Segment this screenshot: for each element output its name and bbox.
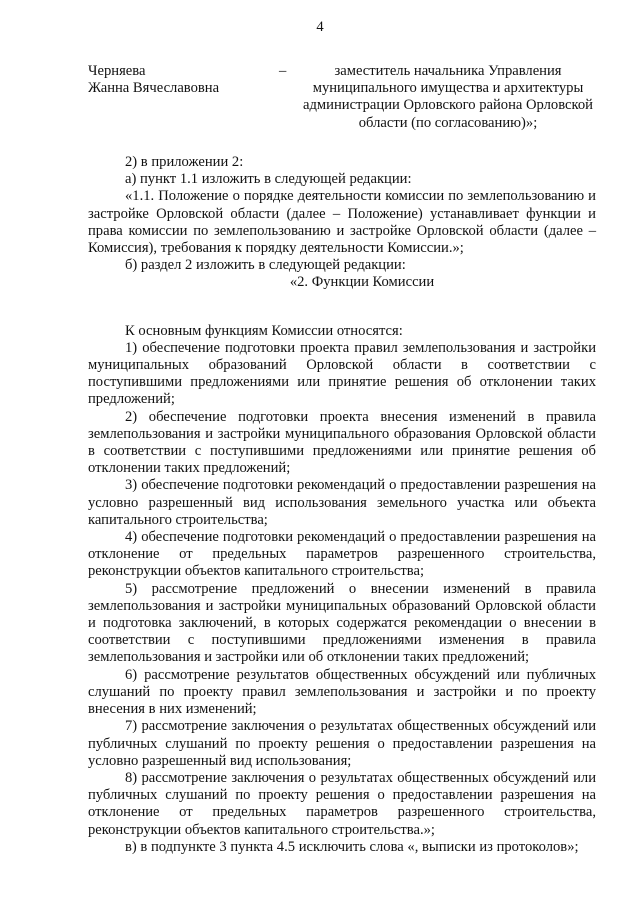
paragraph-appendix-2: 2) в приложении 2: xyxy=(125,154,244,170)
page-number: 4 xyxy=(316,19,324,35)
signatory-role-line: муниципального имущества и архитектуры xyxy=(312,80,584,97)
functions-intro: К основным функциям Комиссии относятся: xyxy=(125,322,403,339)
signatory-role-line: администрации Орловского района Орловской xyxy=(303,97,593,114)
signatory-name xyxy=(88,63,268,97)
signatory-role-line: заместитель начальника Управления xyxy=(334,63,562,79)
section-heading: «2. Функции Комиссии xyxy=(289,274,435,291)
function-item-4: 4) обеспечение подготовки рекомендаций о предоставлении разрешения на отклонение от предельных параметров разрешенного строительства, реконструкции объектов капитального строительства; xyxy=(88,529,596,580)
function-item-7: 7) рассмотрение заключения о результатах общественных обсуждений или публичных слушаний по проекту решения о предоставлении разрешения на условно разрешенный вид использования; xyxy=(88,718,596,769)
signatory-given-names: Жанна Вячеславовна xyxy=(88,80,220,97)
document-body xyxy=(88,154,596,856)
signatory-role xyxy=(298,63,598,132)
paragraph-item-v: в) в подпункте 3 пункта 4.5 исключить слова «, выписки из протоколов»; xyxy=(125,838,579,855)
paragraph-clause-1-1: «1.1. Положение о порядке деятельности комиссии по землепользованию и застройке Орловской области (далее – Положение) устанавливает функции и права комиссии по землепользованию и застройке Орловской области (далее – Комиссия), требования к порядку деятельности Комиссии.»; xyxy=(88,188,596,257)
function-item-1: 1) обеспечение подготовки проекта правил землепользования и застройки муниципальных образований Орловской области в соответствии с поступившими предложениями или принятие решения об отклонении таких предложений; xyxy=(88,339,596,408)
paragraph-item-a: а) пункт 1.1 изложить в следующей редакции: xyxy=(125,171,412,188)
function-item-5: 5) рассмотрение предложений о внесении изменений в правила землепользования и застройки муниципальных образований Орловской области и подготовка заключений, в которых содержатся рекомендации о внесении в соответствии с поступившими предложениями изменения в правила землепользования и застройки или об отклонении таких предложений; xyxy=(88,580,596,666)
function-item-3: 3) обеспечение подготовки рекомендаций о предоставлении разрешения на условно разрешенный вид использования земельного участка или объекта капитального строительства; xyxy=(88,477,596,528)
signatory-surname: Черняева xyxy=(88,63,146,79)
spacer xyxy=(88,292,596,323)
function-item-2: 2) обеспечение подготовки проекта внесения изменений в правила землепользования и застройки муниципального образования Орловской области в соответствии с поступившими предложениями или принятие решения об отклонении таких предложений; xyxy=(88,408,596,477)
signatory-dash: – xyxy=(279,63,287,79)
signatory-role-line: области (по согласованию)»; xyxy=(358,114,538,131)
function-item-6: 6) рассмотрение результатов общественных обсуждений или публичных слушаний по проекту правил землепользования и застройки и по проекту внесения в них изменений; xyxy=(88,666,596,718)
function-item-8: 8) рассмотрение заключения о результатах общественных обсуждений или публичных слушаний по проекту решения о предоставлении разрешения на отклонение от предельных параметров разрешенного строительства, реконструкции объектов капитального строительства.»; xyxy=(88,769,596,838)
paragraph-item-b: б) раздел 2 изложить в следующей редакции: xyxy=(125,257,406,274)
